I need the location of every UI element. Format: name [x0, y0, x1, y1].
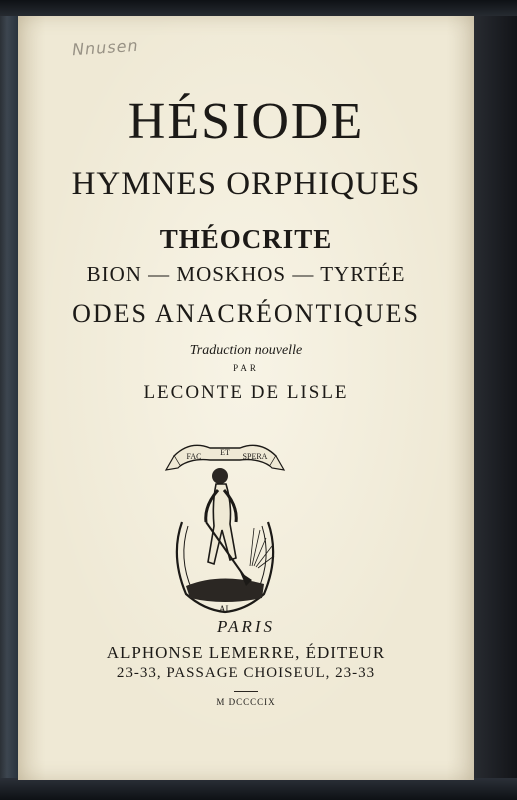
subtitle-bion-moskhos-tyrtee: BION — MOSKHOS — TYRTÉE	[86, 262, 406, 286]
imprint-city: PARIS	[216, 617, 276, 636]
imprint-address: 23-33, PASSAGE CHOISEUL, 23-33	[116, 665, 376, 681]
author-name: LECONTE DE LISLE	[143, 382, 349, 403]
book-spine	[0, 0, 20, 800]
publisher-device-icon	[160, 426, 290, 616]
subtitle-hymnes-orphiques: HYMNES ORPHIQUES	[71, 166, 421, 202]
par-label: PAR	[233, 363, 259, 373]
motto-spera: SPERA	[242, 452, 268, 461]
top-background	[0, 0, 517, 16]
subtitle-theocrite: THÉOCRITE	[159, 224, 333, 254]
book-cover-board	[470, 0, 517, 800]
imprint-year: M DCCCCIX	[216, 697, 276, 707]
title-page	[18, 16, 474, 780]
subtitle-odes-anacreontiques: ODES ANACRÉONTIQUES	[72, 299, 420, 328]
imprint-rule	[234, 691, 258, 692]
imprint-publisher: ALPHONSE LEMERRE, ÉDITEUR	[106, 643, 386, 662]
bottom-background	[0, 778, 517, 800]
device-initials: AL	[219, 604, 231, 614]
motto-et: ET	[220, 448, 230, 457]
title-hesiode: HÉSIODE	[127, 93, 365, 150]
motto-fac: FAC	[186, 452, 202, 461]
handwritten-signature: Nnusen	[71, 35, 140, 60]
translation-note: Traduction nouvelle	[189, 343, 303, 358]
